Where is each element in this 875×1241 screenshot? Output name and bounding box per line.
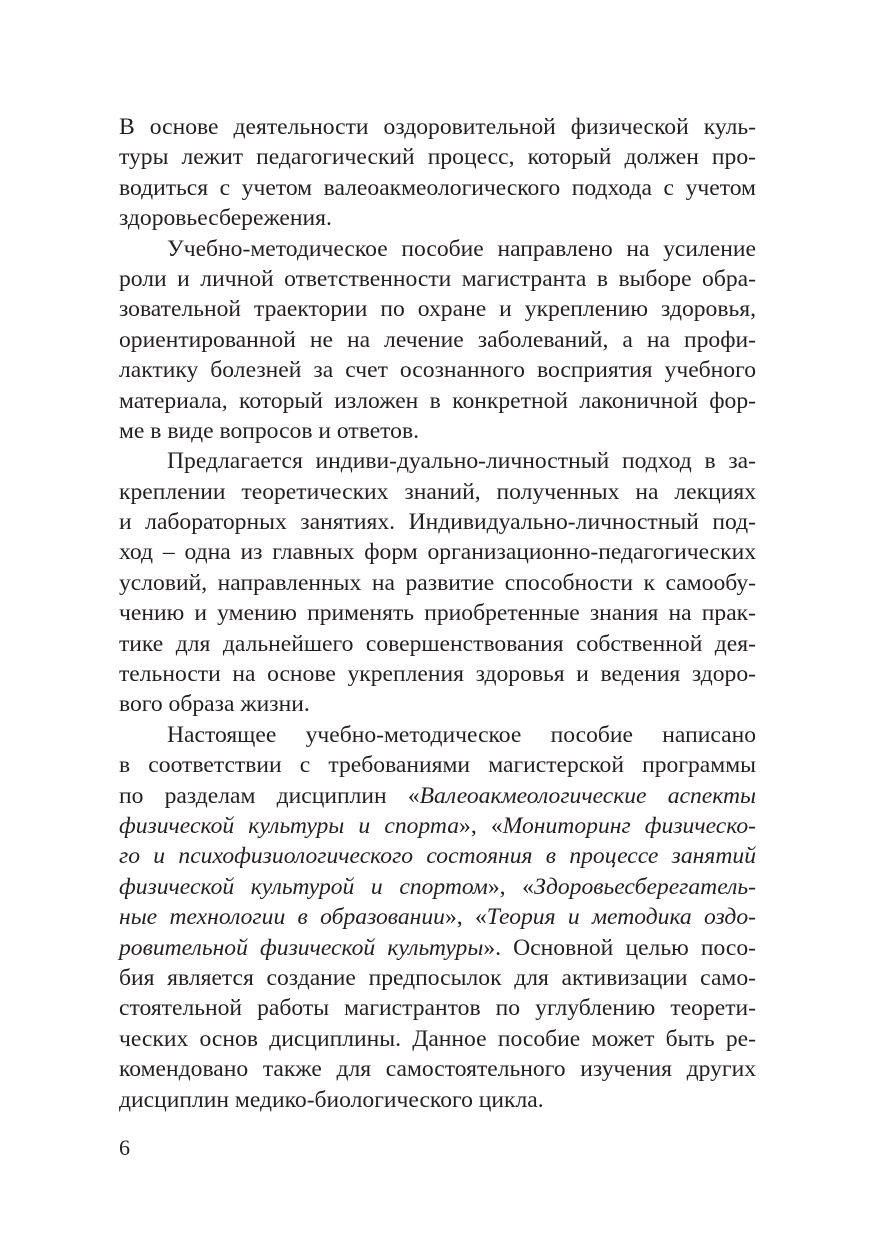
italic-segment: ровительной физической культуры xyxy=(119,934,484,961)
text-segment: тике для дальнейшего совершенствования собственной дея- xyxy=(119,630,756,657)
text-line xyxy=(119,781,756,811)
text-line xyxy=(119,325,756,355)
text-segment: В основе деятельности оздоровительной физической куль- xyxy=(119,114,756,140)
text-segment: ориентированной не на лечение заболеваний, а на профи- xyxy=(119,326,756,353)
text-line xyxy=(119,902,756,932)
text-segment: Предлагается индиви-дуально-личностный подход в за- xyxy=(167,448,756,475)
text-line xyxy=(119,537,756,567)
italic-segment: го и психофизиологического состояния в процессе занятий xyxy=(119,843,756,870)
text-line xyxy=(119,173,756,203)
text-line xyxy=(119,720,756,750)
text-line xyxy=(119,142,756,172)
italic-segment: Теория и методика оздо- xyxy=(486,904,757,931)
text-segment: чению и умению применять приобретенные знания на прак- xyxy=(119,600,756,627)
text-line xyxy=(119,629,756,659)
text-line xyxy=(119,355,756,385)
text-line xyxy=(119,112,756,142)
text-line xyxy=(119,568,756,598)
text-line xyxy=(119,416,756,446)
text-line xyxy=(119,933,756,963)
text-segment: условий, направленных на развитие способности к самообу- xyxy=(119,569,756,596)
text-line xyxy=(119,689,756,719)
text-segment: дисциплин медико-биологического цикла. xyxy=(119,1086,544,1113)
text-line xyxy=(119,446,756,476)
text-segment: роли и личной ответственности магистранта в выборе обра- xyxy=(119,265,756,292)
text-segment: Учебно-методическое пособие направлено на усиление xyxy=(167,235,756,262)
text-segment: ческих основ дисциплины. Данное пособие может быть ре- xyxy=(119,1025,756,1052)
text-segment: в соответствии с требованиями магистерской программы xyxy=(119,752,756,779)
text-line xyxy=(119,872,756,902)
text-line xyxy=(119,203,756,233)
text-line xyxy=(119,1085,756,1115)
text-line xyxy=(119,993,756,1023)
text-segment: комендовано также для самостоятельного изучения других xyxy=(119,1056,756,1083)
text-segment: туры лежит педагогический процесс, который должен про- xyxy=(119,144,756,171)
text-line xyxy=(119,1024,756,1054)
text-line xyxy=(119,234,756,264)
text-segment: зовательной траектории по охране и укреплению здоровья, xyxy=(119,296,756,323)
text-segment: здоровьесбережения. xyxy=(119,205,332,232)
text-line xyxy=(119,507,756,537)
text-line xyxy=(119,598,756,628)
italic-segment: физической культуры и спорта xyxy=(119,812,460,839)
paragraph xyxy=(119,720,756,1115)
text-segment: стоятельной работы магистрантов по углублению теорети- xyxy=(119,995,756,1022)
text-segment: », « xyxy=(459,812,503,839)
italic-segment: Мониторинг физическо- xyxy=(502,812,757,839)
text-line xyxy=(119,659,756,689)
text-segment: материала, который изложен в конкретной лаконичной фор- xyxy=(119,387,756,414)
paragraph xyxy=(119,234,756,447)
text-line xyxy=(119,963,756,993)
text-segment: », « xyxy=(444,904,487,931)
text-line xyxy=(119,386,756,416)
italic-segment: Валеоакмеологические аспекты xyxy=(419,782,756,809)
text-line xyxy=(119,264,756,294)
paragraph xyxy=(119,446,756,720)
text-line xyxy=(119,841,756,871)
italic-segment: Здоровьесберегатель- xyxy=(533,873,756,900)
text-segment: ». Основной целью посо- xyxy=(483,934,756,961)
paragraph xyxy=(119,112,756,234)
text-segment: креплении теоретических знаний, полученных на лекциях xyxy=(119,478,756,505)
text-segment: тельности на основе укрепления здоровья и ведения здоро- xyxy=(119,661,756,688)
text-segment: и лабораторных занятиях. Индивидуально-личностный под- xyxy=(119,509,756,536)
text-segment: бия является создание предпосылок для активизации само- xyxy=(119,964,756,991)
text-segment: водиться с учетом валеоакмеологического подхода с учетом xyxy=(119,174,756,201)
body-text xyxy=(119,112,756,1115)
italic-segment: физической культурой и спортом xyxy=(119,873,488,900)
text-segment: по разделам дисциплин « xyxy=(119,782,420,809)
text-segment: ход – одна из главных форм организационно-педагогических xyxy=(119,539,756,566)
text-segment: », « xyxy=(487,873,534,900)
text-segment: ме в виде вопросов и ответов. xyxy=(119,417,420,444)
text-line xyxy=(119,477,756,507)
text-line xyxy=(119,750,756,780)
page-number: 6 xyxy=(119,1135,130,1160)
text-segment: лактику болезней за счет осознанного восприятия учебного xyxy=(119,357,756,384)
text-segment: Настоящее учебно-методическое пособие написано xyxy=(167,721,756,748)
italic-segment: ные технологии в образовании xyxy=(119,904,445,931)
text-line xyxy=(119,294,756,324)
text-line xyxy=(119,1054,756,1084)
text-line xyxy=(119,811,756,841)
text-segment: вого образа жизни. xyxy=(119,691,310,718)
